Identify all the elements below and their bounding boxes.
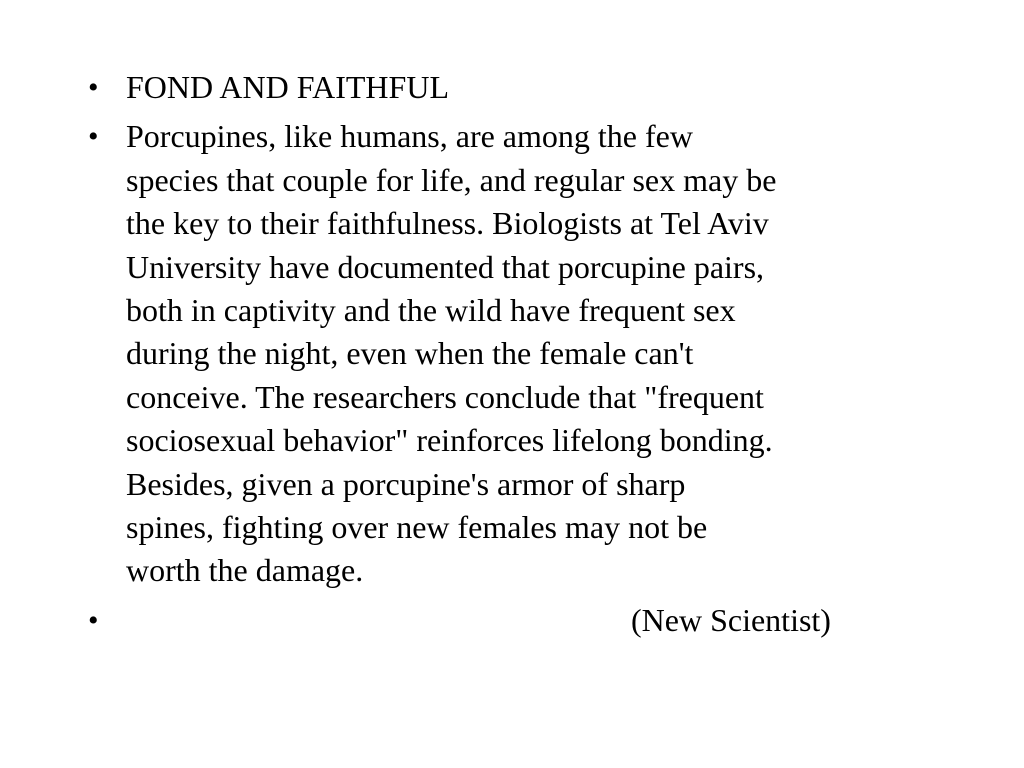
source-citation: (New Scientist) bbox=[631, 601, 831, 638]
bullet-marker: • bbox=[88, 603, 99, 637]
slide-heading: FOND AND FAITHFUL bbox=[126, 69, 449, 105]
bullet-list bbox=[88, 66, 948, 648]
bullet-marker: • bbox=[88, 120, 99, 154]
bullet-body bbox=[88, 115, 948, 592]
bullet-source bbox=[88, 599, 948, 642]
bullet-heading bbox=[88, 66, 948, 109]
bullet-marker: • bbox=[88, 71, 99, 104]
body-paragraph: Porcupines, like humans, are among the few species that couple for life, and regular sex may be the key to their faithfulness. Biologists at Tel Aviv University have documented that porcupine pairs, both in captivity and the wild have frequent sex during the night, even when the female can't conceive. The researchers conclude that "frequent sociosexual behavior" reinforces lifelong bonding. Besides, given a porcupine's armor of sharp spines, fighting over new females may not be worth the damage. bbox=[126, 118, 777, 589]
